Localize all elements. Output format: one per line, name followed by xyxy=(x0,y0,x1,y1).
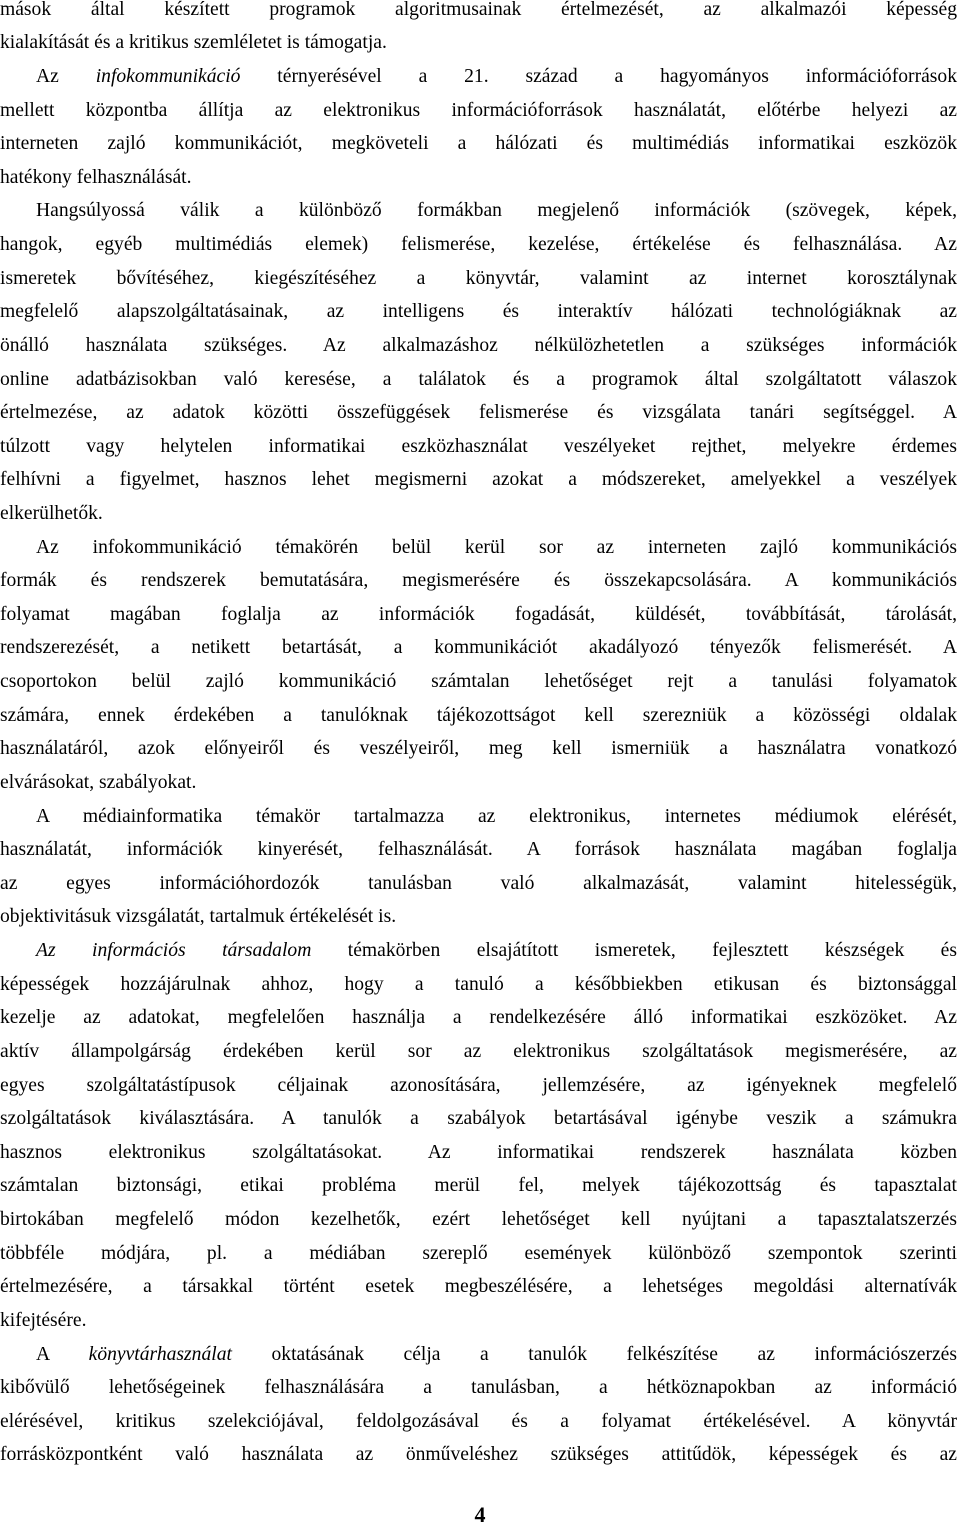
text-line xyxy=(0,569,957,593)
text-segment: hangok, egyéb multimédiás elemek) felismerése, kezelése, értékelése és felhasználása. Az xyxy=(0,234,957,255)
text-segment: megfelelő alapszolgáltatásainak, az intelligens és interaktív hálózati technológiáknak az xyxy=(0,301,957,322)
text-segment: mások által készített programok algoritmusainak értelmezését, az alkalmazói képesség xyxy=(0,0,957,20)
italic-text: infokommunikáció xyxy=(95,66,241,87)
text-line xyxy=(0,1174,957,1198)
text-segment: Az xyxy=(36,66,96,87)
text-segment: kifejtésére. xyxy=(0,1310,87,1331)
text-segment: önálló használata szükséges. Az alkalmazáshoz nélkülözhetetlen a szükséges információk xyxy=(0,335,957,356)
text-line xyxy=(0,1242,957,1266)
text-segment: Az infokommunikáció témakörén belül kerül sor az interneten zajló kommunikációs xyxy=(36,537,957,558)
text-line xyxy=(36,536,957,560)
text-line xyxy=(0,166,957,190)
text-segment: térnyerésével a 21. század a hagyományos információforrások xyxy=(240,66,958,87)
text-line xyxy=(0,300,957,324)
text-segment: képességek hozzájárulnak ahhoz, hogy a tanuló a későbbiekben etikusan és biztonsággal xyxy=(0,974,957,995)
text-line xyxy=(0,872,957,896)
text-line xyxy=(36,199,957,223)
text-segment: folyamat magában foglalja az információk fogadását, küldését, továbbítását, tárolását, xyxy=(0,604,957,625)
text-line xyxy=(0,636,957,660)
text-segment: kezelje az adatokat, megfelelően használja a rendelkezésére álló informatikai eszközöket. Az xyxy=(0,1007,957,1028)
text-line xyxy=(0,771,957,795)
italic-text: Az információs társadalom xyxy=(36,940,312,961)
text-segment: értelmezésére, a társakkal történt esetek megbeszélésére, a lehetséges megoldási alternatívák xyxy=(0,1276,957,1297)
text-segment: Hangsúlyossá válik a különböző formákban megjelenő információk (szövegek, képek, xyxy=(36,200,957,221)
text-line xyxy=(0,973,957,997)
text-segment: számára, ennek érdekében a tanulóknak tájékozottságot kell szerezniük a közösségi oldalak xyxy=(0,705,957,726)
text-line xyxy=(0,1074,957,1098)
text-line xyxy=(0,1309,957,1333)
text-line xyxy=(0,1275,957,1299)
text-line xyxy=(0,1006,957,1030)
text-segment: használatáról, azok előnyeiről és veszélyeiről, meg kell ismerniük a használatra vonatkozó xyxy=(0,738,957,759)
text-line xyxy=(0,1376,957,1400)
text-segment: szolgáltatások kiválasztására. A tanulók a szabályok betartásával igénybe veszik a számukra xyxy=(0,1108,957,1129)
text-segment: mellett központba állítja az elektronikus információforrások használatát, előtérbe helyezi az xyxy=(0,100,957,121)
page-number: 4 xyxy=(474,1502,486,1527)
text-segment: egyes szolgáltatástípusok céljainak azonosítására, jellemzésére, az igényeknek megfelelő xyxy=(0,1075,957,1096)
text-segment: interneten zajló kommunikációt, megköveteli a hálózati és multimédiás informatikai eszközök xyxy=(0,133,957,154)
text-segment: birtokában megfelelő módon kezelhetők, ezért lehetőséget kell nyújtani a tapasztalatszerzés xyxy=(0,1209,957,1230)
text-segment: számtalan biztonsági, etikai probléma merül fel, melyek tájékozottság és tapasztalat xyxy=(0,1175,957,1196)
text-line xyxy=(0,1141,957,1165)
text-segment: formák és rendszerek bemutatására, megismerésére és összekapcsolására. A kommunikációs xyxy=(0,570,957,591)
text-segment: értelmezése, az adatok közötti összefüggések felismerése és vizsgálata tanári segítséggel. A xyxy=(0,402,957,423)
text-line xyxy=(36,65,957,89)
text-segment: hatékony felhasználását. xyxy=(0,167,192,188)
text-line xyxy=(0,99,957,123)
text-line xyxy=(0,704,957,728)
text-line xyxy=(36,805,957,829)
text-line xyxy=(0,670,957,694)
text-line xyxy=(0,502,957,526)
text-segment: kibővülő lehetőségeinek felhasználására a tanulásban, a hétköznapokban az információ xyxy=(0,1377,957,1398)
text-line xyxy=(0,132,957,156)
text-segment: csoportokon belül zajló kommunikáció számtalan lehetőséget rejt a tanulási folyamatok xyxy=(0,671,957,692)
text-segment: ismeretek bővítéséhez, kiegészítéséhez a könyvtár, valamint az internet korosztálynak xyxy=(0,268,957,289)
text-line xyxy=(0,401,957,425)
text-segment: többféle módjára, pl. a médiában szereplő események különböző szempontok szerinti xyxy=(0,1243,957,1264)
text-segment: témakörben elsajátított ismeretek, fejlesztett készségek és xyxy=(311,940,957,961)
text-line xyxy=(0,603,957,627)
text-segment: elvárásokat, szabályokat. xyxy=(0,772,197,793)
text-segment: túlzott vagy helytelen informatikai eszközhasználat veszélyeket rejthet, melyekre érdemes xyxy=(0,436,957,457)
text-segment: kialakítását és a kritikus szemléletet is támogatja. xyxy=(0,32,387,53)
text-segment: objektivitásuk vizsgálatát, tartalmuk értékelését is. xyxy=(0,906,397,927)
text-line xyxy=(0,1107,957,1131)
text-line xyxy=(0,737,957,761)
text-segment: az egyes információhordozók tanulásban való alkalmazását, valamint hitelességük, xyxy=(0,873,957,894)
italic-text: könyvtárhasználat xyxy=(88,1344,232,1365)
text-segment: forrásközpontként való használata az önműveléshez szükséges attitűdök, képességek és az xyxy=(0,1444,957,1465)
text-line xyxy=(0,1208,957,1232)
text-segment: rendszerezését, a netikett betartását, a kommunikációt akadályozó tényezők felismerését. A xyxy=(0,637,957,658)
text-line xyxy=(0,468,957,492)
text-segment: hasznos elektronikus szolgáltatásokat. Az informatikai rendszerek használata közben xyxy=(0,1142,957,1163)
text-line xyxy=(0,31,957,55)
text-line xyxy=(0,435,957,459)
text-segment: elérésével, kritikus szelekciójával, feldolgozásával és a folyamat értékelésével. A könyvtár xyxy=(0,1411,957,1432)
text-line xyxy=(0,267,957,291)
text-segment: felhívni a figyelmet, hasznos lehet megismerni azokat a módszereket, amelyekkel a veszélyek xyxy=(0,469,957,490)
text-segment: aktív állampolgárság érdekében kerül sor az elektronikus szolgáltatások megismerésére, az xyxy=(0,1041,957,1062)
text-segment: A médiainformatika témakör tartalmazza az elektronikus, internetes médiumok elérését, xyxy=(36,806,957,827)
text-segment: A xyxy=(36,1344,89,1365)
text-line xyxy=(0,905,957,929)
text-line xyxy=(0,1443,957,1467)
text-line xyxy=(0,1410,957,1434)
text-segment: oktatásának célja a tanulók felkészítése az információszerzés xyxy=(231,1344,958,1365)
text-line xyxy=(0,1040,957,1064)
text-line xyxy=(0,838,957,862)
text-line xyxy=(0,233,957,257)
text-line xyxy=(36,939,957,963)
text-segment: online adatbázisokban való keresése, a találatok és a programok által szolgáltatott válaszok xyxy=(0,369,957,390)
text-segment: használatát, információk kinyerését, felhasználását. A források használata magában foglalja xyxy=(0,839,957,860)
text-line xyxy=(0,0,957,22)
text-segment: elkerülhetők. xyxy=(0,503,103,524)
text-line xyxy=(36,1343,957,1367)
text-line xyxy=(0,368,957,392)
text-line xyxy=(0,334,957,358)
